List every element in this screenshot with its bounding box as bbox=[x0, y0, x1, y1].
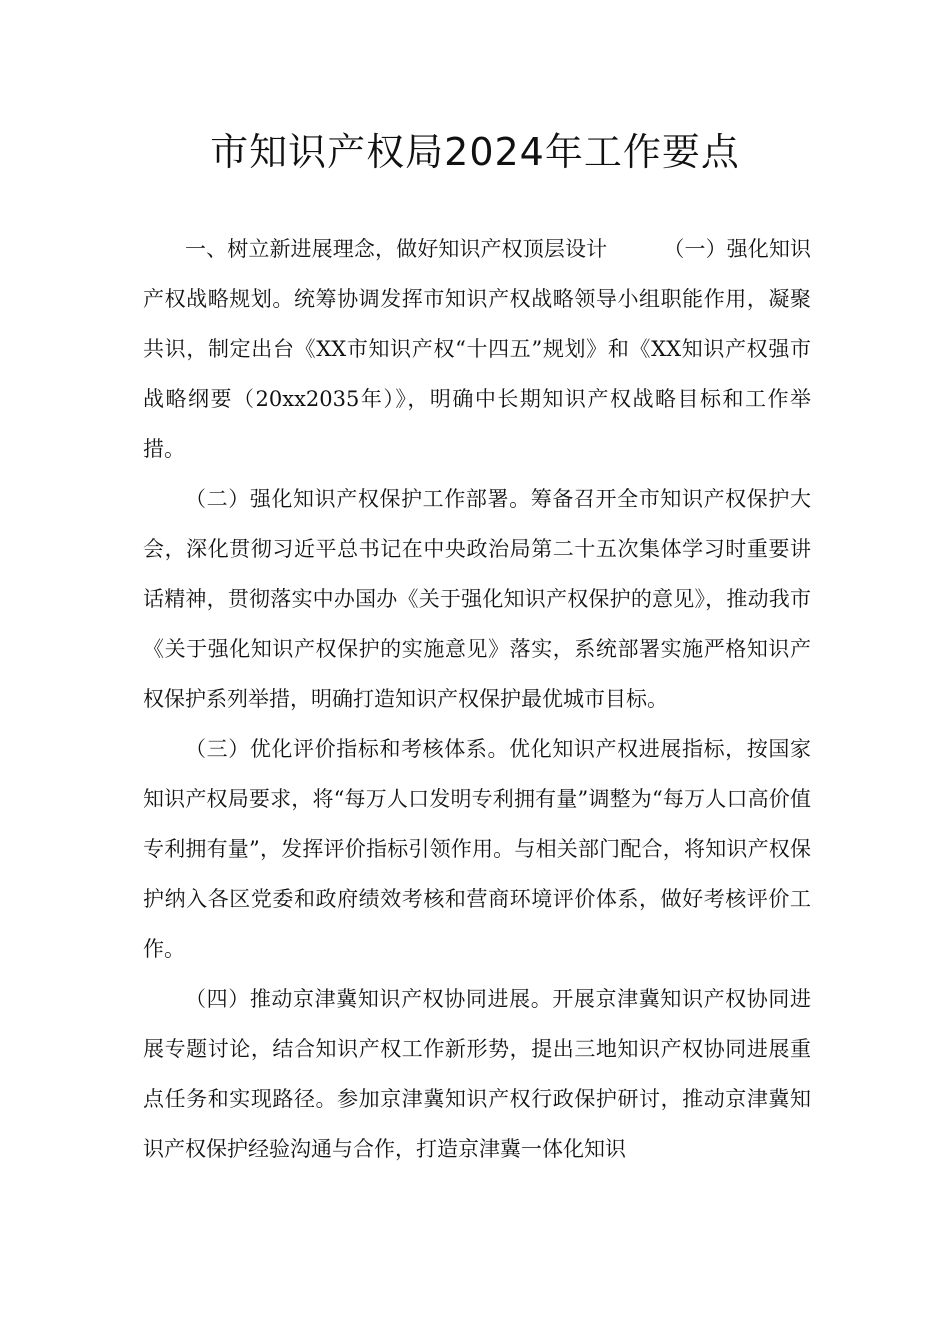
document-body bbox=[143, 224, 811, 1174]
paragraph-4: （四）推动京津冀知识产权协同进展。开展京津冀知识产权协同进展专题讨论，结合知识产权工作新形势，提出三地知识产权协同进展重点任务和实现路径。参加京津冀知识产权行政保护研讨，推动京津冀知识产权保护经验沟通与合作，打造京津冀一体化知识 bbox=[143, 987, 811, 1161]
section-heading: 一、树立新进展理念，做好知识产权顶层设计 bbox=[185, 237, 608, 261]
document-title: 市知识产权局2024年工作要点 bbox=[210, 130, 740, 174]
paragraph-1-text: （一）强化知识产权战略规划。统筹协调发挥市知识产权战略领导小组职能作用，凝聚共识，制定出台《XX市知识产权“十四五”规划》和《XX知识产权强市战略纲要（20xx2035年）》，明确中长期知识产权战略目标和工作举措。 bbox=[143, 237, 812, 461]
paragraph-1 bbox=[143, 224, 811, 474]
paragraph-3: （三）优化评价指标和考核体系。优化知识产权进展指标，按国家知识产权局要求，将“每万人口发明专利拥有量”调整为“每万人口高价值专利拥有量”，发挥评价指标引领作用。与相关部门配合，将知识产权保护纳入各区党委和政府绩效考核和营商环境评价体系，做好考核评价工作。 bbox=[143, 737, 811, 961]
paragraph-2: （二）强化知识产权保护工作部署。筹备召开全市知识产权保护大会，深化贯彻习近平总书记在中央政治局第二十五次集体学习时重要讲话精神，贯彻落实中办国办《关于强化知识产权保护的意见》，推动我市《关于强化知识产权保护的实施意见》落实，系统部署实施严格知识产权保护系列举措，明确打造知识产权保护最优城市目标。 bbox=[143, 487, 811, 711]
